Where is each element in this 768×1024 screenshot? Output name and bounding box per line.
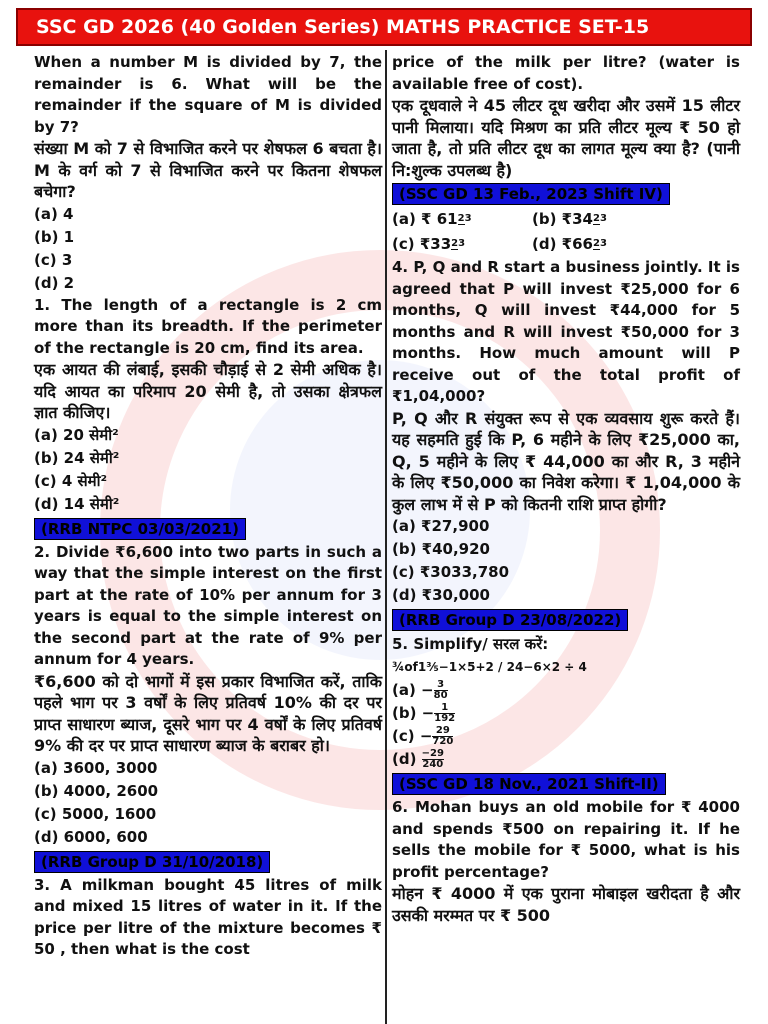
- q4-text-hi: P, Q और R संयुक्त रूप से एक व्यवसाय शुरू करते हैं। यह सहमति हुई कि P, 6 महीने के लिए ₹25,000 का, Q, 5 महीने के लिए ₹ 44,000 का और R, 3 महीने के लिए ₹50,000 का निवेश करेगा। ₹ 1,04,000 के कुल लाभ में से P को कितनी राशि प्राप्त होगी?: [392, 408, 740, 514]
- left-column: [34, 52, 382, 961]
- q6-text-hi: मोहन ₹ 4000 में एक पुराना मोबाइल खरीदता है और उसकी मरम्मत पर ₹ 500: [392, 884, 740, 925]
- q2-text-en: 2. Divide ₹6,600 into two parts in such a way that the simple interest on the first part at the rate of 10% per annum for 3 years is equal to the simple interest on the second part at the rate of 9% per annum for 4 years.: [34, 542, 382, 668]
- q4-option-b: (b) ₹40,920: [392, 540, 490, 558]
- right-column: [392, 52, 740, 926]
- q3-text-en: 3. A milkman bought 45 litres of milk and mixed 15 litres of water in it. If the price per litre of the mixture becomes ₹ 50 , then what is the cost: [34, 875, 382, 958]
- q1-option-b: (b) 24 सेमी²: [34, 448, 120, 467]
- q2-option-d: (d) 6000, 600: [34, 827, 148, 846]
- q0-option-d: (d) 2: [34, 273, 75, 292]
- q3-option-d: (d) ₹6623: [532, 235, 607, 253]
- q1-text-en: 1. The length of a rectangle is 2 cm more than its breadth. If the perimeter of the rectangle is 20 cm, find its area.: [34, 295, 382, 357]
- q1-option-a: (a) 20 सेमी²: [34, 425, 119, 444]
- q5-option-c: (c) − $\frac{29}{720}$: [392, 725, 454, 747]
- q4-source-tag: (RRB Group D 23/08/2022): [392, 609, 628, 631]
- page-title: SSC GD 2026 (40 Golden Series) MATHS PRACTICE SET-15: [16, 8, 752, 46]
- q3-text-hi: एक दूधवाले ने 45 लीटर दूध खरीदा और उसमें 15 लीटर पानी मिलाया। यदि मिश्रण का प्रति लीटर मूल्य ₹ 50 हो जाता है, तो प्रति लीटर दूध का लागत मूल्य क्या है? (पानी नि:शुल्क उपलब्ध है): [392, 96, 740, 180]
- q2-option-c: (c) 5000, 1600: [34, 804, 157, 823]
- q3-option-c: (c) ₹3323: [392, 235, 466, 253]
- q4-option-c: (c) ₹3033,780: [392, 563, 510, 581]
- q3-text-en-continued: price of the milk per litre? (water is available free of cost).: [392, 53, 740, 93]
- q5-expression: ¾of1⅗−1×5+2 / 24−6×2 ÷ 4: [392, 660, 587, 674]
- q2-option-a: (a) 3600, 3000: [34, 758, 158, 777]
- q0-text-hi: संख्या M को 7 से विभाजित करने पर शेषफल 6 बचता है। M के वर्ग को 7 से विभाजित करने पर कितना शेषफल बचेगा?: [34, 139, 382, 201]
- q5-option-a: (a) − $\frac{3}{80}$: [392, 679, 448, 701]
- q4-option-d: (d) ₹30,000: [392, 586, 490, 604]
- q1-option-d: (d) 14 सेमी²: [34, 494, 120, 513]
- q2-option-b: (b) 4000, 2600: [34, 781, 159, 800]
- q3-source-tag: (SSC GD 13 Feb., 2023 Shift IV): [392, 183, 670, 205]
- q5-option-d: (d) $\frac{-29}{240}$: [392, 748, 444, 770]
- q0-option-a: (a) 4: [34, 204, 74, 223]
- q1-option-c: (c) 4 सेमी²: [34, 471, 108, 490]
- q3-option-a: (a) ₹ 6123: [392, 210, 472, 228]
- q3-options-row-1: [392, 207, 740, 232]
- q3-options-row-2: [392, 232, 740, 257]
- q3-option-b: (b) ₹3423: [532, 210, 607, 228]
- q2-source-tag: (RRB Group D 31/10/2018): [34, 851, 270, 873]
- q5-source-tag: (SSC GD 18 Nov., 2021 Shift-II): [392, 773, 666, 795]
- q0-option-c: (c) 3: [34, 250, 73, 269]
- q4-option-a: (a) ₹27,900: [392, 517, 490, 535]
- q5-title: 5. Simplify/ सरल करें:: [392, 635, 549, 653]
- q2-text-hi: ₹6,600 को दो भागों में इस प्रकार विभाजित करें, ताकि पहले भाग पर 3 वर्षों के लिए प्रतिवर्ष 10% की दर पर प्राप्त साधारण ब्याज, दूसरे भाग पर 4 वर्षों के लिए प्रतिवर्ष 9% की दर पर प्राप्त साधारण ब्याज के बराबर हो।: [34, 671, 382, 755]
- q5-option-b: (b) − $\frac{1}{192}$: [392, 702, 456, 724]
- q0-text-en: When a number M is divided by 7, the remainder is 6. What will be the remainder if the square of M is divided by 7?: [34, 53, 382, 136]
- q4-text-en: 4. P, Q and R start a business jointly. It is agreed that P will invest ₹25,000 for 6 months, Q will invest ₹44,000 for 5 months and R will invest ₹50,000 for 3 months. How much amount will P receive out of the total profit of ₹1,04,000?: [392, 258, 740, 405]
- q6-text-en: 6. Mohan buys an old mobile for ₹ 4000 and spends ₹500 on repairing it. If he sells the mobile for ₹ 5000, what is his profit percentage?: [392, 798, 740, 881]
- column-divider: [385, 50, 387, 1024]
- q1-source-tag: (RRB NTPC 03/03/2021): [34, 518, 246, 540]
- q1-text-hi: एक आयत की लंबाई, इसकी चौड़ाई से 2 सेमी अधिक है। यदि आयत का परिमाप 20 सेमी है, तो उसका क्षेत्रफल ज्ञात कीजिए।: [34, 360, 382, 422]
- q0-option-b: (b) 1: [34, 227, 75, 246]
